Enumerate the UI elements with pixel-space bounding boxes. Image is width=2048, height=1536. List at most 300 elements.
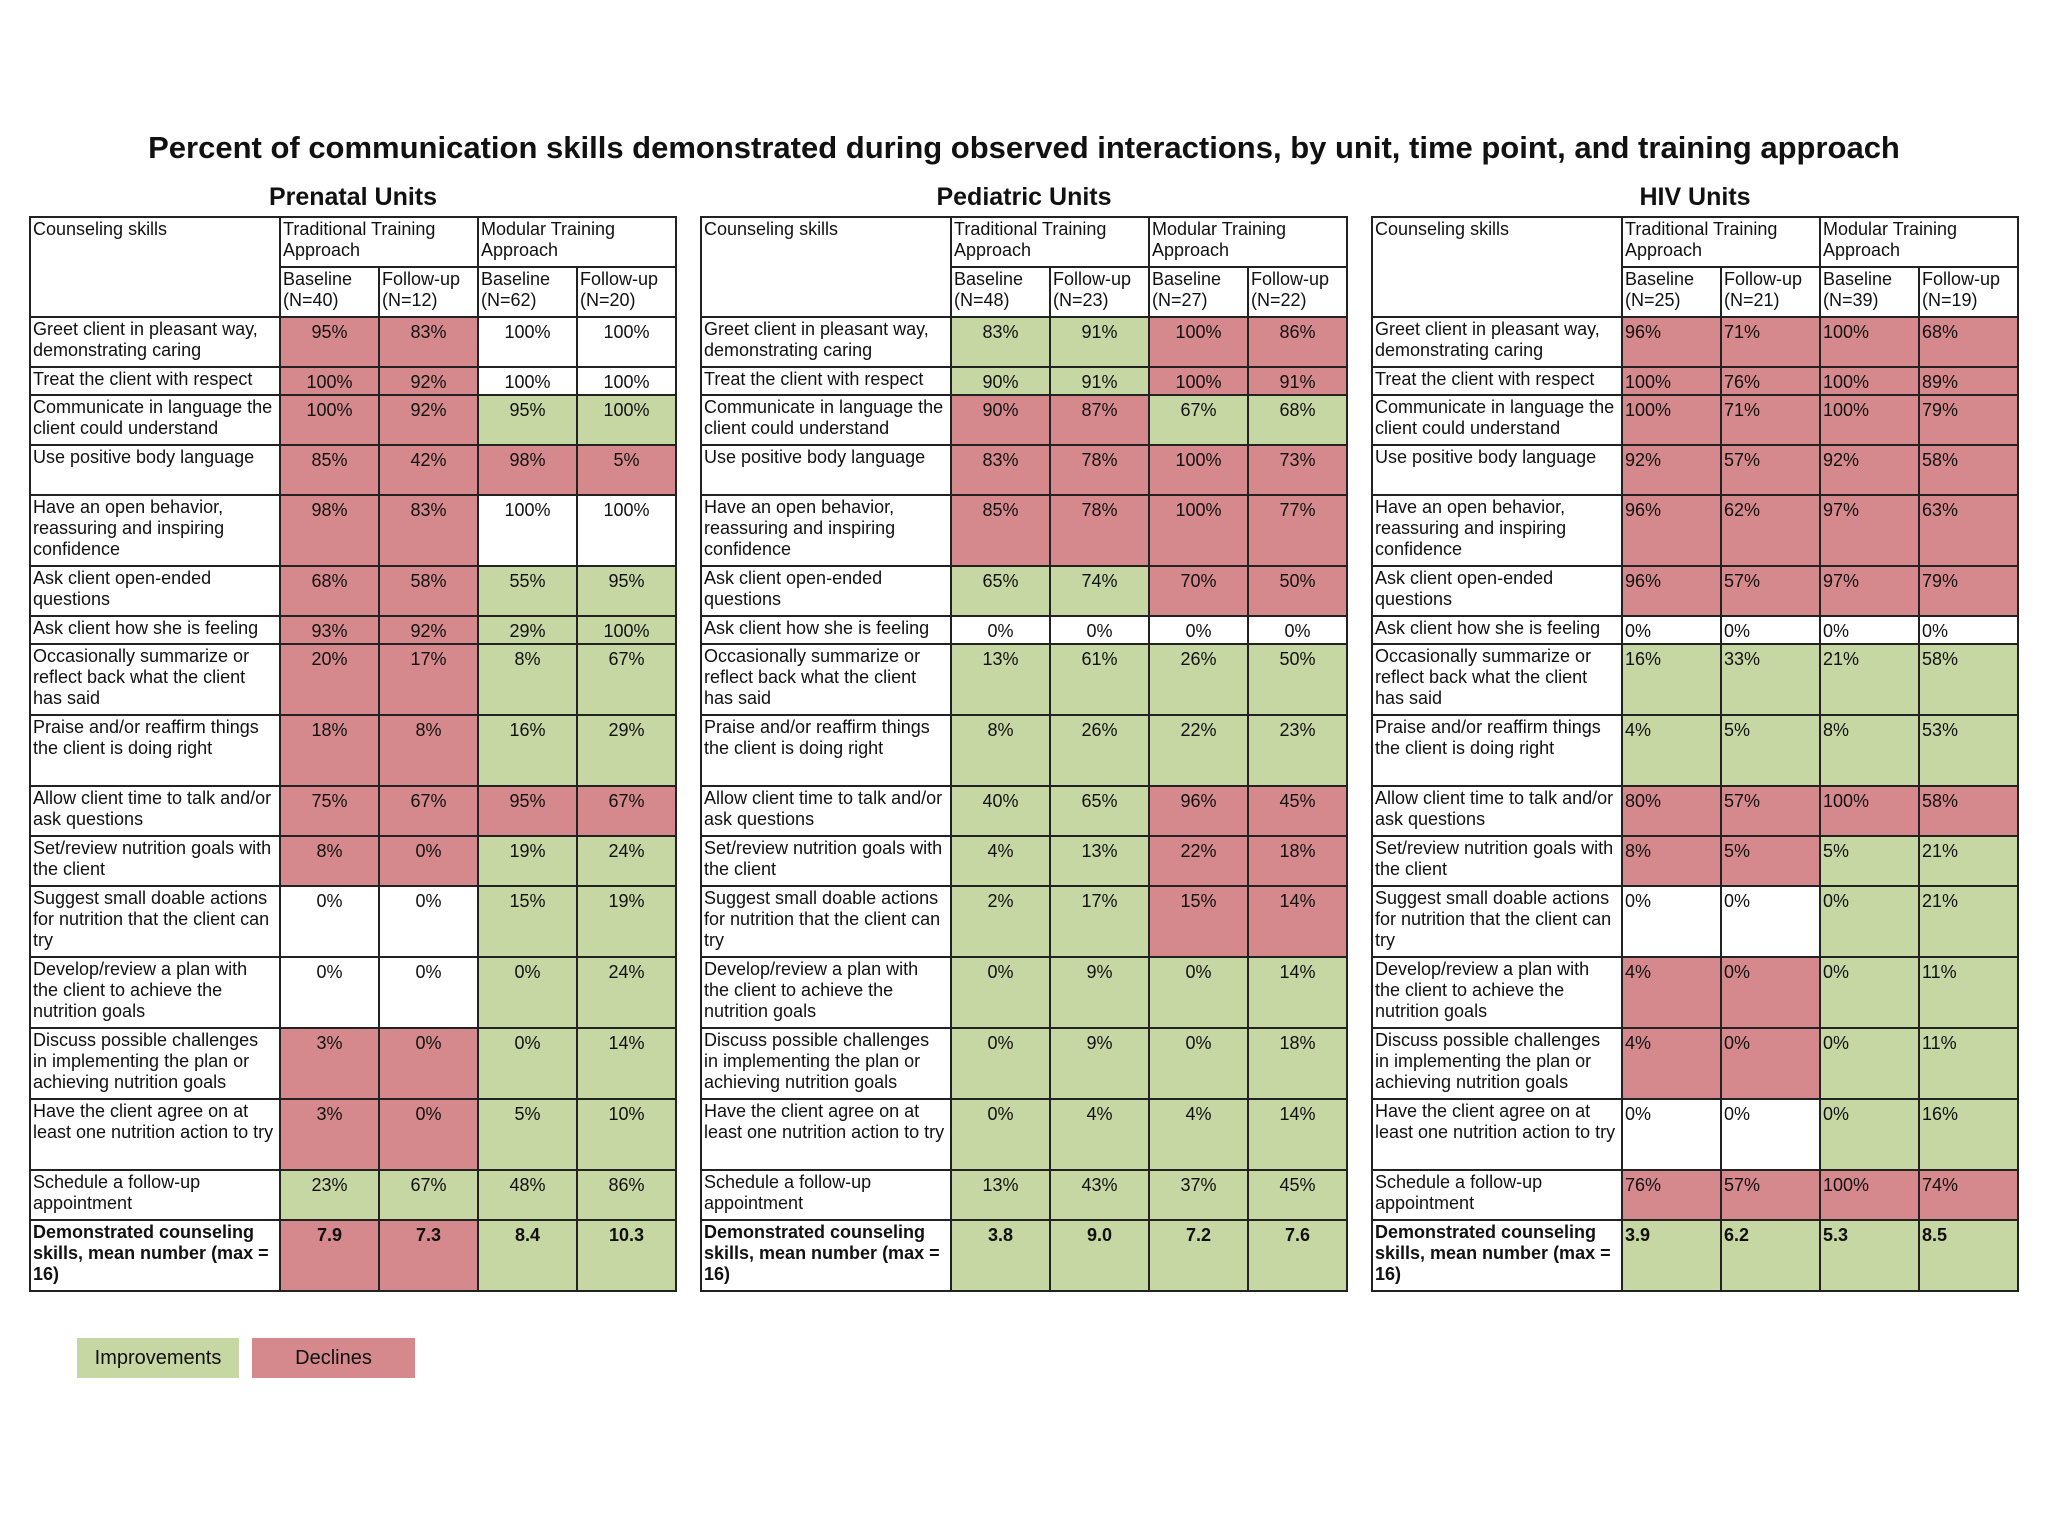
mean-row [701, 1220, 1347, 1291]
value-cell: 21% [1820, 644, 1919, 715]
value-cell: 50% [1248, 566, 1347, 616]
value-cell: 96% [1622, 495, 1721, 566]
table-row [701, 1170, 1347, 1220]
skill-label: Have an open behavior, reassuring and inspiring confidence [30, 495, 280, 566]
table-row [30, 445, 676, 495]
sample-size: (N=40) [283, 290, 339, 310]
table-row [1372, 566, 2018, 616]
table-row [1372, 395, 2018, 445]
value-cell: 5% [1820, 836, 1919, 886]
table-row [701, 786, 1347, 836]
panel-title: HIV Units [1639, 183, 1751, 211]
value-cell: 100% [1820, 1170, 1919, 1220]
table-row [701, 1028, 1347, 1099]
page-title: Percent of communication skills demonstrated during observed interactions, by unit, time point, and training approach [148, 130, 1900, 165]
skill-label: Occasionally summarize or reflect back what the client has said [1372, 644, 1622, 715]
header-skills: Counseling skills [701, 217, 951, 317]
sample-size: (N=62) [481, 290, 537, 310]
value-cell: 13% [1050, 836, 1149, 886]
value-cell: 45% [1248, 1170, 1347, 1220]
value-cell: 16% [1919, 1099, 2018, 1170]
value-cell: 8% [1622, 836, 1721, 886]
value-cell: 57% [1721, 1170, 1820, 1220]
table-row [30, 836, 676, 886]
value-cell: 98% [478, 445, 577, 495]
value-cell: 100% [1820, 367, 1919, 395]
value-cell: 0% [1820, 1028, 1919, 1099]
value-cell: 20% [280, 644, 379, 715]
sample-size: (N=21) [1724, 290, 1780, 310]
table-row [1372, 715, 2018, 786]
value-cell: 100% [280, 367, 379, 395]
value-cell: 100% [1149, 317, 1248, 367]
skill-label: Communicate in language the client could understand [1372, 395, 1622, 445]
value-cell: 86% [577, 1170, 676, 1220]
timepoint-label: Follow-up [382, 269, 461, 289]
table-row [1372, 786, 2018, 836]
value-cell: 6.2 [1721, 1220, 1820, 1291]
value-cell: 4% [1622, 715, 1721, 786]
value-cell: 0% [1919, 616, 2018, 644]
table-row [1372, 616, 2018, 644]
value-cell: 100% [1820, 395, 1919, 445]
table-row [30, 616, 676, 644]
value-cell: 0% [280, 886, 379, 957]
value-cell: 4% [951, 836, 1050, 886]
timepoint-label: Baseline [954, 269, 1024, 289]
value-cell: 23% [1248, 715, 1347, 786]
value-cell: 0% [1721, 1028, 1820, 1099]
value-cell: 83% [379, 495, 478, 566]
header-traditional: Traditional Training Approach [1622, 217, 1820, 267]
value-cell: 100% [1622, 395, 1721, 445]
header-timepoint [280, 267, 379, 317]
value-cell: 2% [951, 886, 1050, 957]
value-cell: 5.3 [1820, 1220, 1919, 1291]
timepoint-label: Baseline [1823, 269, 1893, 289]
value-cell: 22% [1149, 715, 1248, 786]
table-row [30, 367, 676, 395]
skill-label: Ask client how she is feeling [1372, 616, 1622, 644]
skill-label: Ask client open-ended questions [701, 566, 951, 616]
table-row [1372, 1170, 2018, 1220]
value-cell: 70% [1149, 566, 1248, 616]
value-cell: 16% [478, 715, 577, 786]
value-cell: 8% [379, 715, 478, 786]
value-cell: 67% [577, 644, 676, 715]
value-cell: 24% [577, 957, 676, 1028]
value-cell: 13% [951, 644, 1050, 715]
value-cell: 96% [1149, 786, 1248, 836]
table-row [30, 1028, 676, 1099]
value-cell: 0% [379, 836, 478, 886]
prenatal-panel [29, 180, 677, 1292]
value-cell: 63% [1919, 495, 2018, 566]
value-cell: 3% [280, 1099, 379, 1170]
value-cell: 58% [1919, 445, 2018, 495]
value-cell: 4% [1050, 1099, 1149, 1170]
skill-label: Ask client open-ended questions [30, 566, 280, 616]
value-cell: 0% [379, 1028, 478, 1099]
value-cell: 71% [1721, 317, 1820, 367]
table-row [701, 644, 1347, 715]
value-cell: 100% [1149, 367, 1248, 395]
value-cell: 68% [1248, 395, 1347, 445]
value-cell: 77% [1248, 495, 1347, 566]
skill-label: Occasionally summarize or reflect back what the client has said [30, 644, 280, 715]
value-cell: 100% [577, 495, 676, 566]
table-row [30, 495, 676, 566]
skill-label: Have the client agree on at least one nutrition action to try [30, 1099, 280, 1170]
skill-label: Set/review nutrition goals with the client [1372, 836, 1622, 886]
skill-label: Ask client open-ended questions [1372, 566, 1622, 616]
value-cell: 55% [478, 566, 577, 616]
value-cell: 53% [1919, 715, 2018, 786]
value-cell: 4% [1149, 1099, 1248, 1170]
value-cell: 0% [379, 957, 478, 1028]
value-cell: 7.6 [1248, 1220, 1347, 1291]
value-cell: 8% [1820, 715, 1919, 786]
value-cell: 0% [478, 1028, 577, 1099]
value-cell: 78% [1050, 495, 1149, 566]
value-cell: 92% [379, 616, 478, 644]
value-cell: 100% [478, 317, 577, 367]
value-cell: 95% [280, 317, 379, 367]
skill-label: Have an open behavior, reassuring and inspiring confidence [701, 495, 951, 566]
value-cell: 74% [1050, 566, 1149, 616]
value-cell: 0% [1721, 886, 1820, 957]
value-cell: 85% [951, 495, 1050, 566]
value-cell: 83% [951, 445, 1050, 495]
value-cell: 10% [577, 1099, 676, 1170]
value-cell: 91% [1050, 367, 1149, 395]
value-cell: 74% [1919, 1170, 2018, 1220]
sample-size: (N=20) [580, 290, 636, 310]
value-cell: 10.3 [577, 1220, 676, 1291]
value-cell: 5% [478, 1099, 577, 1170]
value-cell: 18% [280, 715, 379, 786]
value-cell: 65% [951, 566, 1050, 616]
value-cell: 14% [577, 1028, 676, 1099]
value-cell: 95% [478, 786, 577, 836]
value-cell: 29% [577, 715, 676, 786]
value-cell: 37% [1149, 1170, 1248, 1220]
value-cell: 87% [1050, 395, 1149, 445]
value-cell: 92% [1820, 445, 1919, 495]
value-cell: 61% [1050, 644, 1149, 715]
skill-label: Allow client time to talk and/or ask questions [1372, 786, 1622, 836]
skill-label: Ask client how she is feeling [30, 616, 280, 644]
value-cell: 100% [1622, 367, 1721, 395]
skill-label: Set/review nutrition goals with the client [30, 836, 280, 886]
header-timepoint [1050, 267, 1149, 317]
value-cell: 0% [1820, 957, 1919, 1028]
value-cell: 93% [280, 616, 379, 644]
skill-label: Use positive body language [30, 445, 280, 495]
value-cell: 67% [379, 786, 478, 836]
mean-row [30, 1220, 676, 1291]
table-row [1372, 367, 2018, 395]
table-row [30, 644, 676, 715]
value-cell: 14% [1248, 886, 1347, 957]
skill-label: Develop/review a plan with the client to achieve the nutrition goals [30, 957, 280, 1028]
timepoint-label: Baseline [283, 269, 353, 289]
skill-label: Treat the client with respect [1372, 367, 1622, 395]
header-timepoint [1721, 267, 1820, 317]
value-cell: 96% [1622, 566, 1721, 616]
value-cell: 89% [1919, 367, 2018, 395]
header-timepoint [577, 267, 676, 317]
table-row [1372, 1099, 2018, 1170]
value-cell: 100% [577, 616, 676, 644]
skill-label: Develop/review a plan with the client to achieve the nutrition goals [1372, 957, 1622, 1028]
table-row [701, 836, 1347, 886]
value-cell: 22% [1149, 836, 1248, 886]
value-cell: 0% [280, 957, 379, 1028]
header-timepoint [1919, 267, 2018, 317]
value-cell: 11% [1919, 957, 2018, 1028]
table-row [1372, 1028, 2018, 1099]
skill-label: Praise and/or reaffirm things the client is doing right [30, 715, 280, 786]
value-cell: 67% [577, 786, 676, 836]
skill-label: Praise and/or reaffirm things the client is doing right [701, 715, 951, 786]
value-cell: 0% [379, 886, 478, 957]
table-row [30, 395, 676, 445]
value-cell: 3% [280, 1028, 379, 1099]
value-cell: 57% [1721, 566, 1820, 616]
skill-label: Occasionally summarize or reflect back what the client has said [701, 644, 951, 715]
hiv-panel [1371, 180, 2019, 1292]
table-row [1372, 886, 2018, 957]
value-cell: 16% [1622, 644, 1721, 715]
value-cell: 19% [577, 886, 676, 957]
value-cell: 91% [1248, 367, 1347, 395]
value-cell: 17% [379, 644, 478, 715]
skills-table [1371, 216, 2019, 1292]
sample-size: (N=27) [1152, 290, 1208, 310]
header-modular: Modular Training Approach [1149, 217, 1347, 267]
table-row [30, 786, 676, 836]
value-cell: 100% [1820, 786, 1919, 836]
value-cell: 0% [951, 1028, 1050, 1099]
value-cell: 5% [1721, 715, 1820, 786]
value-cell: 57% [1721, 786, 1820, 836]
table-row [701, 445, 1347, 495]
value-cell: 26% [1050, 715, 1149, 786]
value-cell: 33% [1721, 644, 1820, 715]
value-cell: 18% [1248, 836, 1347, 886]
skill-label: Allow client time to talk and/or ask questions [30, 786, 280, 836]
value-cell: 92% [379, 395, 478, 445]
value-cell: 5% [577, 445, 676, 495]
header-skills: Counseling skills [30, 217, 280, 317]
value-cell: 0% [1149, 1028, 1248, 1099]
value-cell: 8.4 [478, 1220, 577, 1291]
header-modular: Modular Training Approach [1820, 217, 2018, 267]
value-cell: 85% [280, 445, 379, 495]
table-row [30, 886, 676, 957]
value-cell: 100% [280, 395, 379, 445]
table-row [30, 715, 676, 786]
table-row [30, 957, 676, 1028]
value-cell: 100% [577, 317, 676, 367]
value-cell: 8% [951, 715, 1050, 786]
value-cell: 80% [1622, 786, 1721, 836]
value-cell: 9% [1050, 957, 1149, 1028]
table-row [1372, 957, 2018, 1028]
header-timepoint [478, 267, 577, 317]
value-cell: 95% [478, 395, 577, 445]
value-cell: 8% [280, 836, 379, 886]
value-cell: 95% [577, 566, 676, 616]
value-cell: 0% [1721, 957, 1820, 1028]
timepoint-label: Follow-up [1053, 269, 1132, 289]
skill-label: Praise and/or reaffirm things the client is doing right [1372, 715, 1622, 786]
skill-label: Schedule a follow-up appointment [30, 1170, 280, 1220]
table-row [701, 886, 1347, 957]
value-cell: 3.9 [1622, 1220, 1721, 1291]
value-cell: 0% [1820, 886, 1919, 957]
value-cell: 14% [1248, 957, 1347, 1028]
value-cell: 9.0 [1050, 1220, 1149, 1291]
value-cell: 97% [1820, 495, 1919, 566]
value-cell: 0% [1622, 616, 1721, 644]
skill-label: Discuss possible challenges in implementing the plan or achieving nutrition goals [30, 1028, 280, 1099]
value-cell: 96% [1622, 317, 1721, 367]
header-timepoint [1820, 267, 1919, 317]
value-cell: 4% [1622, 1028, 1721, 1099]
value-cell: 98% [280, 495, 379, 566]
value-cell: 75% [280, 786, 379, 836]
skill-label: Use positive body language [1372, 445, 1622, 495]
value-cell: 48% [478, 1170, 577, 1220]
value-cell: 0% [1721, 616, 1820, 644]
table-row [1372, 495, 2018, 566]
skill-label: Greet client in pleasant way, demonstrating caring [701, 317, 951, 367]
table-row [701, 715, 1347, 786]
value-cell: 4% [1622, 957, 1721, 1028]
sample-size: (N=25) [1625, 290, 1681, 310]
skill-label: Treat the client with respect [30, 367, 280, 395]
value-cell: 21% [1919, 886, 2018, 957]
value-cell: 7.3 [379, 1220, 478, 1291]
value-cell: 0% [951, 957, 1050, 1028]
timepoint-label: Follow-up [1724, 269, 1803, 289]
skills-table [29, 216, 677, 1292]
header-timepoint [1248, 267, 1347, 317]
skill-label: Discuss possible challenges in implementing the plan or achieving nutrition goals [701, 1028, 951, 1099]
skill-label: Ask client how she is feeling [701, 616, 951, 644]
value-cell: 76% [1721, 367, 1820, 395]
skill-label: Use positive body language [701, 445, 951, 495]
value-cell: 100% [478, 367, 577, 395]
value-cell: 15% [478, 886, 577, 957]
table-row [701, 317, 1347, 367]
mean-row [1372, 1220, 2018, 1291]
value-cell: 58% [1919, 786, 2018, 836]
header-timepoint [1622, 267, 1721, 317]
value-cell: 0% [1820, 616, 1919, 644]
value-cell: 15% [1149, 886, 1248, 957]
panel-title: Pediatric Units [936, 183, 1112, 211]
value-cell: 78% [1050, 445, 1149, 495]
value-cell: 90% [951, 395, 1050, 445]
skill-label: Set/review nutrition goals with the client [701, 836, 951, 886]
value-cell: 100% [1149, 495, 1248, 566]
value-cell: 40% [951, 786, 1050, 836]
skill-label: Have the client agree on at least one nutrition action to try [1372, 1099, 1622, 1170]
value-cell: 67% [379, 1170, 478, 1220]
value-cell: 100% [1149, 445, 1248, 495]
table-row [701, 495, 1347, 566]
table-row [30, 566, 676, 616]
skill-label: Suggest small doable actions for nutrition that the client can try [30, 886, 280, 957]
sample-size: (N=23) [1053, 290, 1109, 310]
value-cell: 0% [379, 1099, 478, 1170]
value-cell: 0% [1622, 886, 1721, 957]
table-row [1372, 836, 2018, 886]
skill-label: Treat the client with respect [701, 367, 951, 395]
value-cell: 5% [1721, 836, 1820, 886]
value-cell: 0% [1721, 1099, 1820, 1170]
value-cell: 42% [379, 445, 478, 495]
timepoint-label: Baseline [1152, 269, 1222, 289]
skill-label: Communicate in language the client could understand [30, 395, 280, 445]
table-row [30, 317, 676, 367]
timepoint-label: Baseline [481, 269, 551, 289]
value-cell: 100% [577, 367, 676, 395]
header-traditional: Traditional Training Approach [951, 217, 1149, 267]
sample-size: (N=22) [1251, 290, 1307, 310]
value-cell: 0% [1149, 616, 1248, 644]
value-cell: 29% [478, 616, 577, 644]
skill-label: Greet client in pleasant way, demonstrating caring [1372, 317, 1622, 367]
skill-label: Schedule a follow-up appointment [701, 1170, 951, 1220]
header-skills: Counseling skills [1372, 217, 1622, 317]
value-cell: 0% [1149, 957, 1248, 1028]
value-cell: 90% [951, 367, 1050, 395]
value-cell: 0% [1248, 616, 1347, 644]
value-cell: 11% [1919, 1028, 2018, 1099]
timepoint-label: Follow-up [1251, 269, 1330, 289]
skill-label: Demonstrated counseling skills, mean number (max = 16) [30, 1220, 280, 1291]
value-cell: 71% [1721, 395, 1820, 445]
value-cell: 58% [1919, 644, 2018, 715]
value-cell: 26% [1149, 644, 1248, 715]
skill-label: Demonstrated counseling skills, mean number (max = 16) [1372, 1220, 1622, 1291]
value-cell: 14% [1248, 1099, 1347, 1170]
value-cell: 83% [379, 317, 478, 367]
table-row [701, 616, 1347, 644]
value-cell: 86% [1248, 317, 1347, 367]
timepoint-label: Follow-up [580, 269, 659, 289]
value-cell: 57% [1721, 445, 1820, 495]
value-cell: 8% [478, 644, 577, 715]
value-cell: 0% [478, 957, 577, 1028]
skill-label: Develop/review a plan with the client to achieve the nutrition goals [701, 957, 951, 1028]
value-cell: 0% [951, 616, 1050, 644]
table-row [701, 1099, 1347, 1170]
value-cell: 50% [1248, 644, 1347, 715]
value-cell: 92% [379, 367, 478, 395]
header-modular: Modular Training Approach [478, 217, 676, 267]
table-row [1372, 317, 2018, 367]
value-cell: 18% [1248, 1028, 1347, 1099]
value-cell: 68% [280, 566, 379, 616]
skill-label: Have the client agree on at least one nutrition action to try [701, 1099, 951, 1170]
value-cell: 100% [1820, 317, 1919, 367]
sample-size: (N=39) [1823, 290, 1879, 310]
